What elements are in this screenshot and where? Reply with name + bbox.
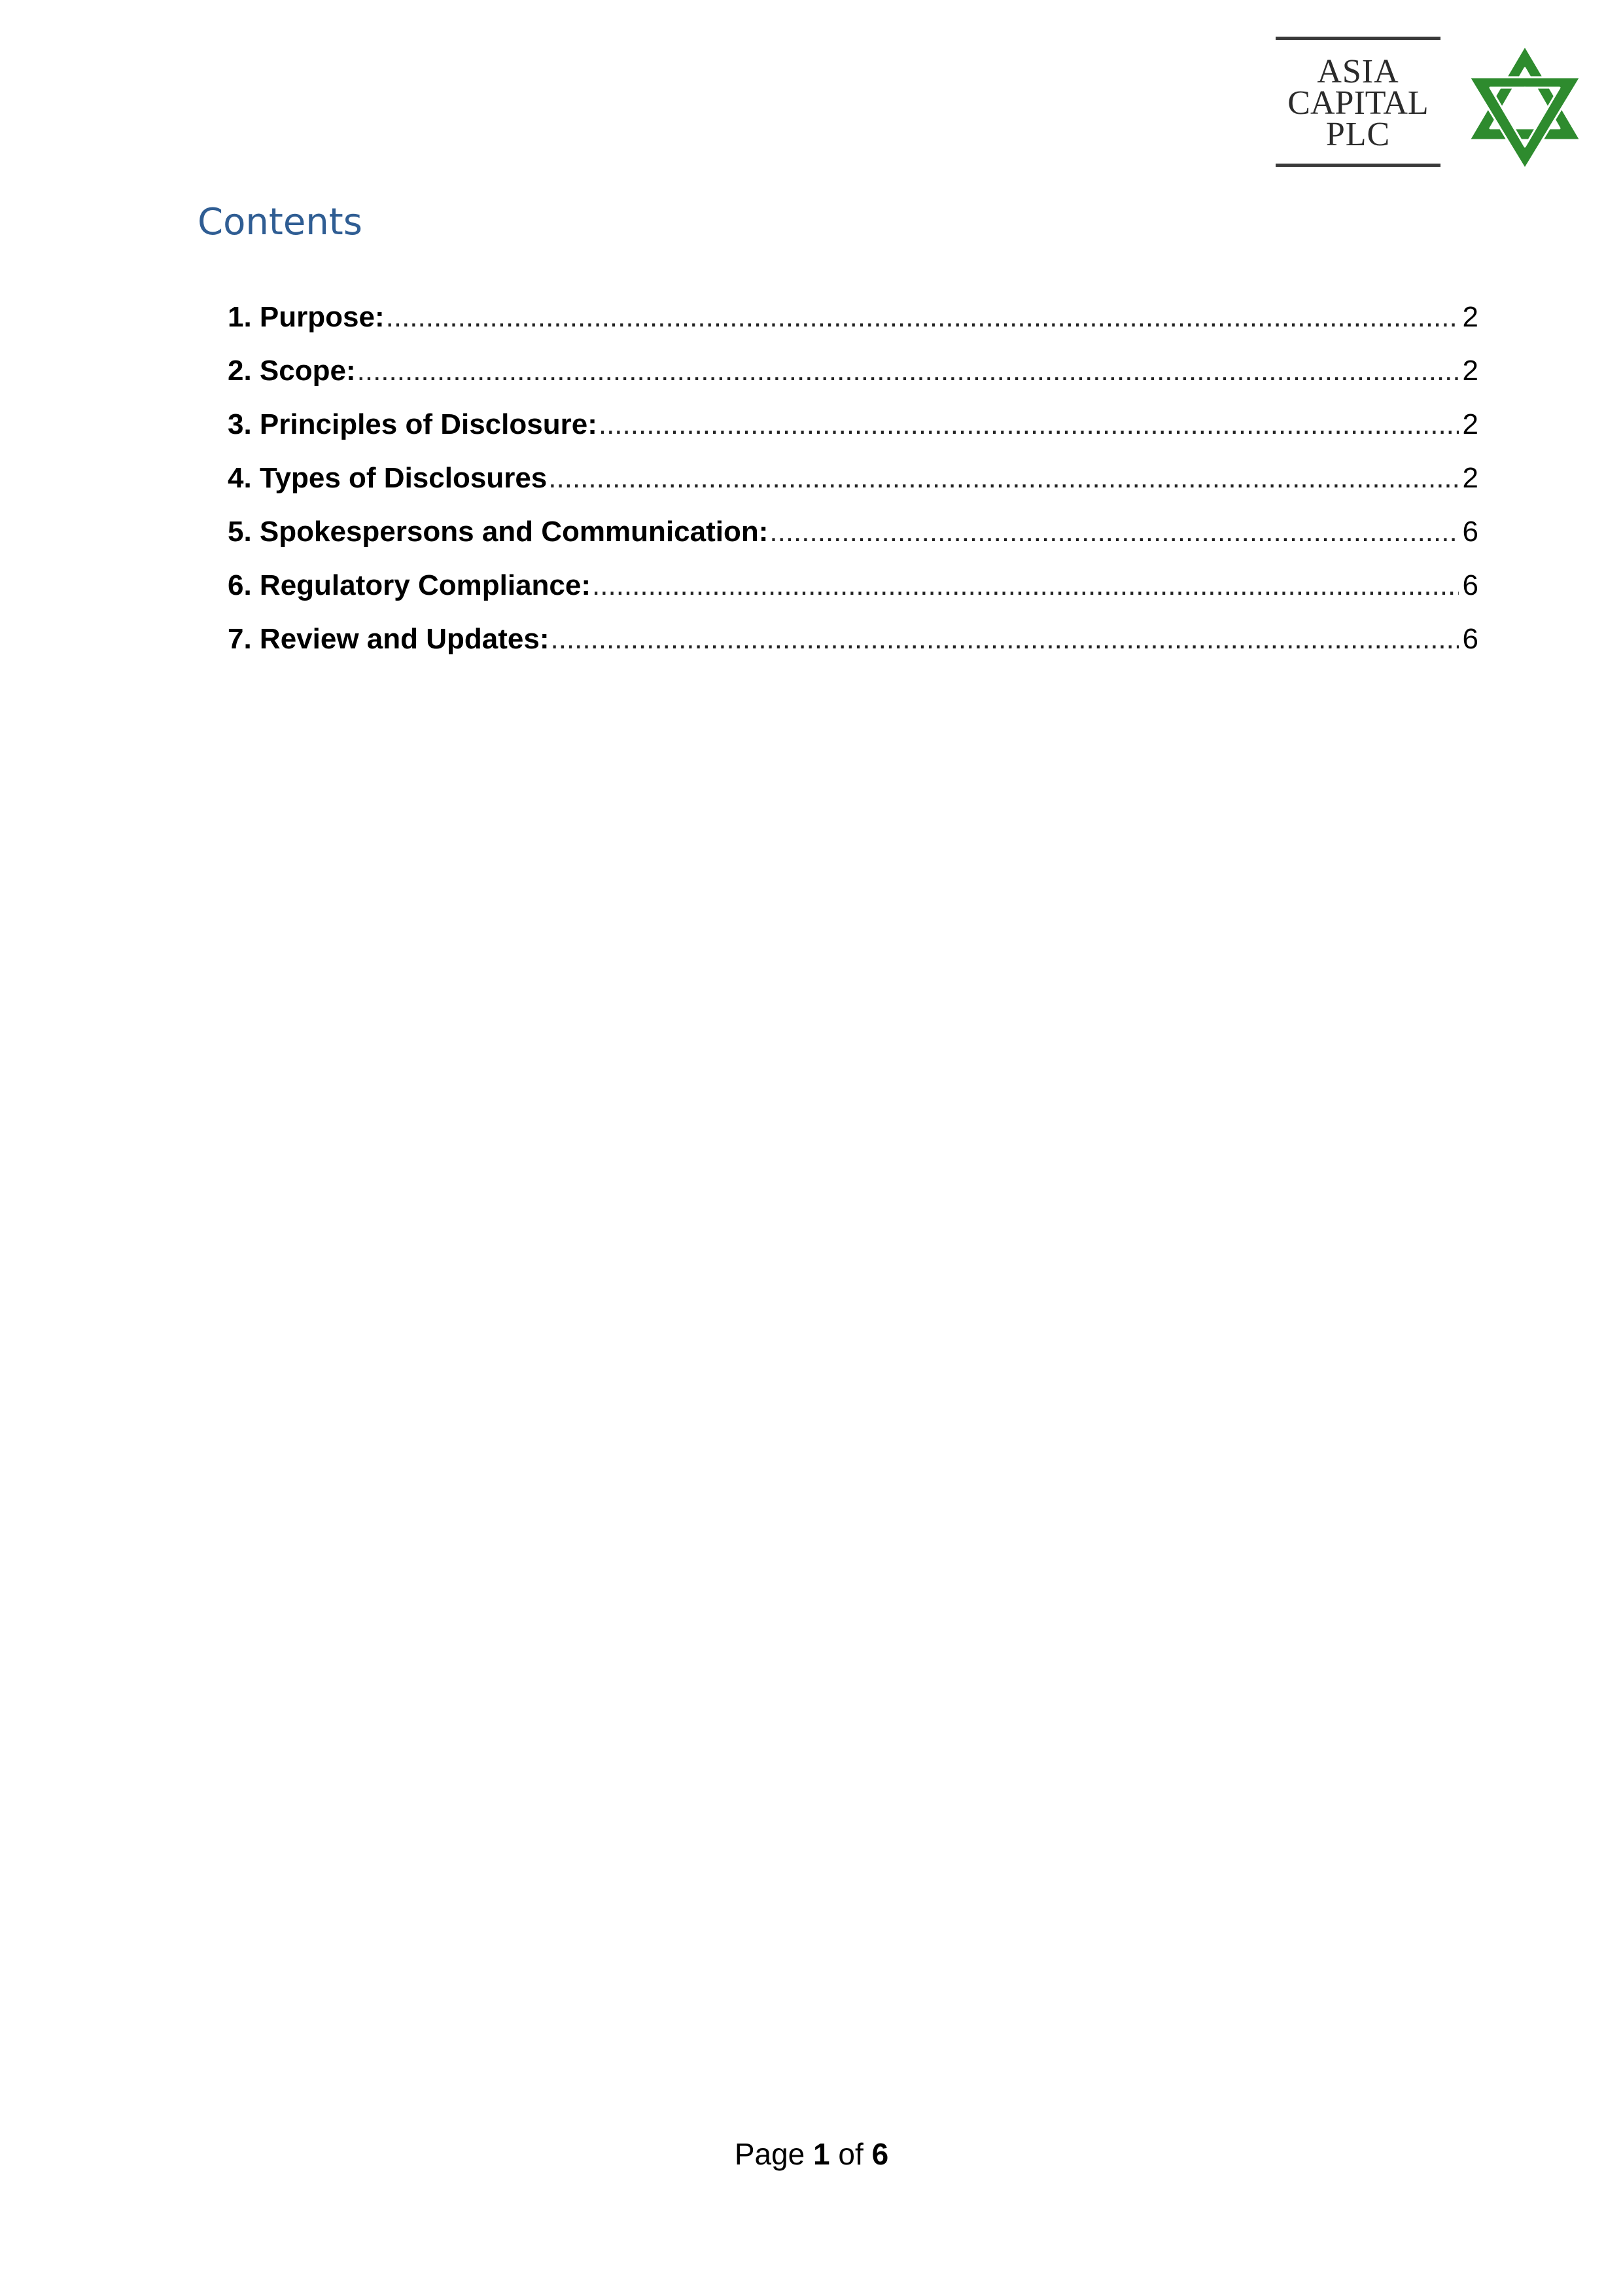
logo-bottom-rule xyxy=(1276,164,1440,167)
six-pointed-star-icon xyxy=(1464,41,1586,171)
toc-dot-leader xyxy=(386,291,1459,344)
toc-entry-title: 1. Purpose: xyxy=(228,301,385,333)
toc-dot-leader xyxy=(599,398,1459,451)
toc-dot-leader xyxy=(357,344,1459,398)
toc-heading: Contents xyxy=(198,201,362,243)
toc-entry-types-of-disclosures[interactable] xyxy=(228,451,1478,505)
footer-total-pages: 6 xyxy=(871,2137,889,2171)
toc-entry-principles-of-disclosure[interactable] xyxy=(228,398,1478,451)
toc-entry-title: 7. Review and Updates: xyxy=(228,623,550,655)
logo-line-2: CAPITAL xyxy=(1287,84,1429,122)
table-of-contents xyxy=(228,291,1478,666)
toc-entry-page: 2 xyxy=(1462,301,1478,333)
logo-wordmark xyxy=(1276,34,1440,171)
toc-dot-leader xyxy=(550,612,1458,666)
toc-dot-leader xyxy=(548,451,1458,505)
toc-dot-leader xyxy=(769,505,1458,559)
toc-entry-title: 5. Spokespersons and Communication: xyxy=(228,516,769,548)
toc-entry-regulatory-compliance[interactable] xyxy=(228,559,1478,612)
toc-dot-leader xyxy=(592,559,1459,612)
toc-entry-spokespersons-and-communication[interactable] xyxy=(228,505,1478,559)
logo-top-rule xyxy=(1276,37,1440,40)
logo-line-1: ASIA xyxy=(1317,53,1399,90)
toc-entry-title: 2. Scope: xyxy=(228,355,356,387)
toc-entry-purpose[interactable] xyxy=(228,291,1478,344)
footer-of-label: of xyxy=(838,2137,864,2171)
toc-entry-title: 3. Principles of Disclosure: xyxy=(228,408,597,440)
footer-current-page: 1 xyxy=(813,2137,830,2171)
company-logo xyxy=(1276,34,1586,171)
page-footer xyxy=(0,2134,1623,2174)
toc-entry-title: 4. Types of Disclosures xyxy=(228,462,548,494)
toc-entry-page: 2 xyxy=(1462,408,1478,440)
footer-page-label: Page xyxy=(734,2137,805,2171)
toc-entry-page: 6 xyxy=(1462,516,1478,548)
toc-entry-title: 6. Regulatory Compliance: xyxy=(228,569,591,601)
toc-entry-page: 2 xyxy=(1462,355,1478,387)
toc-entry-page: 6 xyxy=(1462,569,1478,601)
toc-entry-scope[interactable] xyxy=(228,344,1478,398)
toc-entry-page: 2 xyxy=(1462,462,1478,494)
toc-entry-page: 6 xyxy=(1462,623,1478,655)
logo-line-3: PLC xyxy=(1325,116,1391,153)
toc-entry-review-and-updates[interactable] xyxy=(228,612,1478,666)
